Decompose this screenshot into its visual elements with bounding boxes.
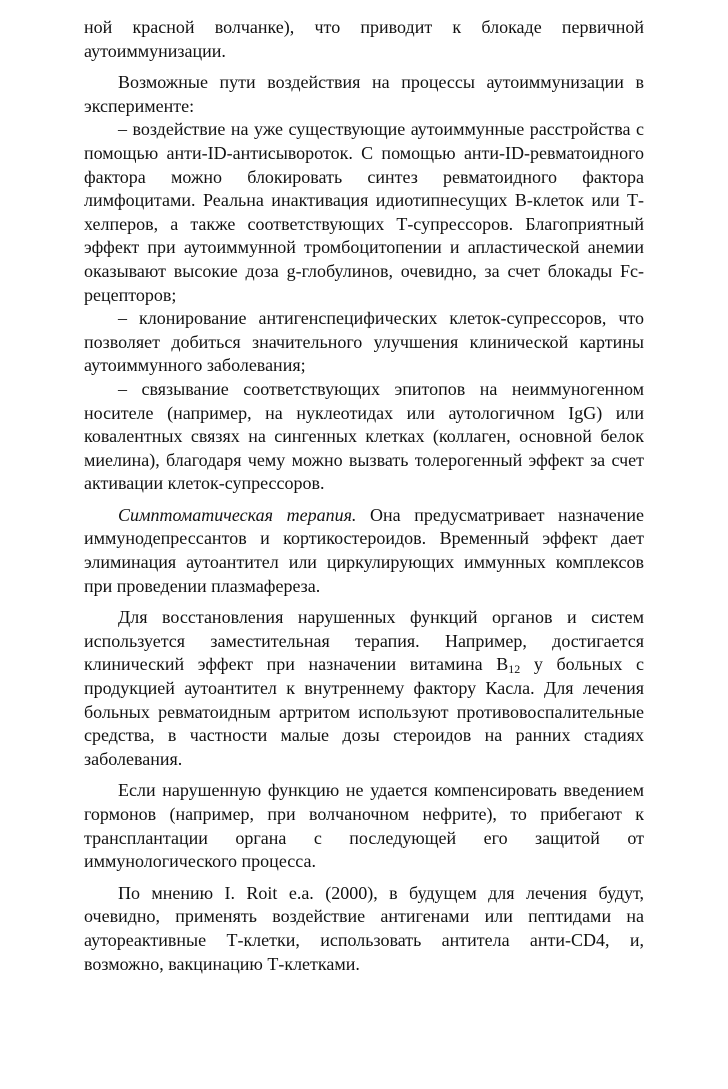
paragraph-continuation: ной красной волчанке), что приводит к блокаде первичной аутоиммунизации. [84, 17, 644, 61]
paragraph-epitope-binding: – связывание соответствующих эпитопов на неиммуногенном носителе (например, на нуклеотидах или аутологичном IgG) или ковалентных связях на сингенных клетках (коллаген, основной белок миелина), благодаря чему можно вызвать толерогенный эффект за счет активации клеток-супрессоров. [84, 378, 644, 494]
paragraph-transplantation: Если нарушенную функцию не удается компенсировать введением гормонов (например, при волчаночном нефрите), то прибегают к трансплантации органа с последующей его защитой от иммунологического процесса. [84, 780, 644, 872]
paragraph-replacement-therapy [84, 606, 644, 771]
symptomatic-therapy-heading: Симптоматическая терапия. [118, 504, 357, 525]
paragraph-experimental-pathways-intro: Возможные пути воздействия на процессы аутоиммунизации в эксперименте: [84, 72, 644, 116]
paragraph-future-treatment: По мнению I. Roit e.a. (2000), в будущем для лечения будут, очевидно, применять воздействие антигенами или пептидами на аутореактивные Т-клетки, использовать антитела анти-CD4, и, возможно, вакцинацию Т-клетками. [84, 882, 644, 974]
replacement-therapy-text: Для восстановления нарушенных функций органов и систем используется заместительная терапия. Например, достигается клинический эффект при назначении витамина B [84, 607, 644, 675]
vitamin-b12-subscript: 12 [508, 662, 521, 677]
page-text [84, 16, 644, 976]
symptomatic-therapy-text: Она предусматривает назначение иммунодепрессантов и кортикостероидов. Временный эффект дает элиминация аутоантител или циркулирующих иммунных комплексов при проведении плазмафереза. [84, 504, 644, 596]
paragraph-cloning-suppressors: – клонирование антигенспецифических клеток-супрессоров, что позволяет добиться значительного улучшения клинической картины аутоиммунного заболевания; [84, 308, 644, 376]
replacement-therapy-text-after: у больных с продукцией аутоантител к внутреннему фактору Касла. Для лечения больных ревматоидным артритом используют противовоспалительные средства, в частности малые дозы стероидов на ранних стадиях заболевания. [84, 654, 644, 769]
paragraph-anti-id-antisera: – воздействие на уже существующие аутоиммунные расстройства с помощью анти-ID-антисывороток. С помощью анти-ID-ревматоидного фактора можно блокировать синтез ревматоидного фактора лимфоцитами. Реальна инактивация идиотипнесущих В-клеток или Т-хелперов, а также соответствующих Т-супрессоров. Благоприятный эффект при аутоиммунной тромбоцитопении и апластической анемии оказывают высокие доза g-глобулинов, очевидно, за счет блокады Fc-рецепторов; [84, 119, 644, 305]
paragraph-symptomatic-therapy [84, 504, 644, 598]
